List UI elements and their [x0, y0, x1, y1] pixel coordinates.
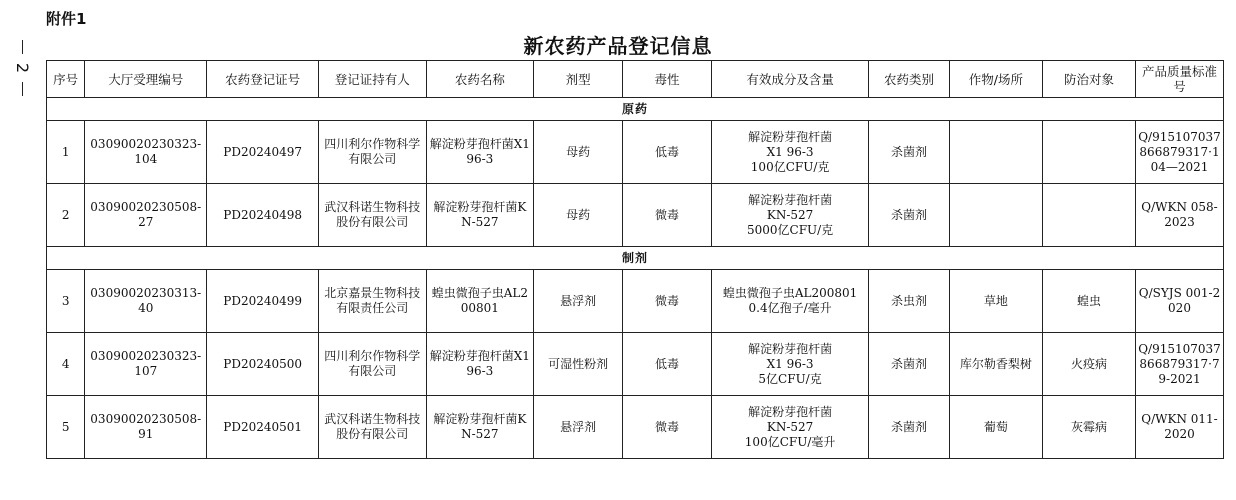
cell-ingredient: [711, 121, 868, 184]
cell-standard: Q/WKN 011-2020: [1136, 396, 1224, 459]
attachment-label: 附件1: [46, 10, 87, 28]
cell-hall-no: 03090020230313-40: [85, 270, 207, 333]
cell-hall-no: 03090020230323-107: [85, 333, 207, 396]
cell-name: 解淀粉芽孢杆菌X1 96-3: [426, 121, 534, 184]
header-cell: 有效成分及含量: [711, 61, 868, 98]
cell-no: 4: [47, 333, 85, 396]
cell-category: 杀菌剂: [869, 333, 950, 396]
table-body: [47, 98, 1224, 459]
table-row: [47, 184, 1224, 247]
cell-target: 灰霉病: [1042, 396, 1135, 459]
table-header-row: [47, 61, 1224, 98]
cell-no: 5: [47, 396, 85, 459]
ingredient-line: 5亿CFU/克: [758, 371, 822, 386]
cell-holder: 武汉科诺生物科技股份有限公司: [318, 184, 426, 247]
cell-no: 3: [47, 270, 85, 333]
header-cell: 产品质量标准号: [1136, 61, 1224, 98]
cell-name: 解淀粉芽孢杆菌KN-527: [426, 396, 534, 459]
cell-ingredient: [711, 270, 868, 333]
cell-form: 悬浮剂: [534, 270, 623, 333]
section-row: [47, 247, 1224, 270]
ingredient-line: 100亿CFU/毫升: [744, 434, 836, 449]
table-row: [47, 333, 1224, 396]
registration-table: [46, 60, 1224, 459]
cell-crop: 葡萄: [949, 396, 1042, 459]
cell-holder: 武汉科诺生物科技股份有限公司: [318, 396, 426, 459]
cell-standard: Q/SYJS 001-2020: [1136, 270, 1224, 333]
table-row: [47, 270, 1224, 333]
cell-form: 母药: [534, 184, 623, 247]
cell-hall-no: 03090020230323-104: [85, 121, 207, 184]
page-number-dash-bottom: [22, 82, 23, 96]
ingredient-line: 0.4亿孢子/毫升: [748, 301, 832, 315]
cell-target: 火疫病: [1042, 333, 1135, 396]
cell-toxicity: 微毒: [623, 184, 712, 247]
cell-target: [1042, 121, 1135, 184]
section-label: 制剂: [47, 247, 1224, 270]
cell-crop: [949, 184, 1042, 247]
header-cell: 农药登记证号: [207, 61, 319, 98]
cell-cert-no: PD20240500: [207, 333, 319, 396]
cell-hall-no: 03090020230508-91: [85, 396, 207, 459]
cell-cert-no: PD20240501: [207, 396, 319, 459]
ingredient-line: KN-527: [766, 207, 814, 222]
cell-cert-no: PD20240497: [207, 121, 319, 184]
cell-toxicity: 微毒: [623, 396, 712, 459]
cell-name: 蝗虫微孢子虫AL200801: [426, 270, 534, 333]
cell-standard: Q/915107037866879317·79-2021: [1136, 333, 1224, 396]
ingredient-line: 解淀粉芽孢杆菌: [748, 129, 833, 144]
cell-crop: 库尔勒香梨树: [949, 333, 1042, 396]
cell-category: 杀菌剂: [869, 121, 950, 184]
header-cell: 序号: [47, 61, 85, 98]
cell-toxicity: 低毒: [623, 121, 712, 184]
table-row: [47, 121, 1224, 184]
header-cell: 作物/场所: [949, 61, 1042, 98]
cell-holder: 北京嘉景生物科技有限责任公司: [318, 270, 426, 333]
cell-holder: 四川利尔作物科学有限公司: [318, 333, 426, 396]
cell-ingredient: [711, 396, 868, 459]
cell-toxicity: 低毒: [623, 333, 712, 396]
section-label: 原药: [47, 98, 1224, 121]
cell-hall-no: 03090020230508-27: [85, 184, 207, 247]
cell-no: 2: [47, 184, 85, 247]
ingredient-line: 解淀粉芽孢杆菌: [748, 341, 833, 356]
cell-standard: Q/WKN 058-2023: [1136, 184, 1224, 247]
ingredient-line: 解淀粉芽孢杆菌: [748, 192, 833, 207]
ingredient-line: 100亿CFU/克: [750, 159, 830, 174]
header-cell: 剂型: [534, 61, 623, 98]
header-cell: 毒性: [623, 61, 712, 98]
ingredient-line: X1 96-3: [766, 356, 814, 371]
ingredient-line: 蝗虫微孢子虫AL200801: [722, 286, 858, 300]
cell-name: 解淀粉芽孢杆菌KN-527: [426, 184, 534, 247]
cell-cert-no: PD20240498: [207, 184, 319, 247]
header-cell: 大厅受理编号: [85, 61, 207, 98]
cell-ingredient: [711, 184, 868, 247]
ingredient-line: 5000亿CFU/克: [746, 222, 834, 237]
header-cell: 登记证持有人: [318, 61, 426, 98]
cell-standard: Q/915107037866879317·104—2021: [1136, 121, 1224, 184]
cell-form: 悬浮剂: [534, 396, 623, 459]
page-number-value: 2: [13, 62, 32, 74]
cell-holder: 四川利尔作物科学有限公司: [318, 121, 426, 184]
cell-no: 1: [47, 121, 85, 184]
cell-form: 可湿性粉剂: [534, 333, 623, 396]
cell-crop: 草地: [949, 270, 1042, 333]
header-cell: 防治对象: [1042, 61, 1135, 98]
cell-target: [1042, 184, 1135, 247]
cell-cert-no: PD20240499: [207, 270, 319, 333]
table-row: [47, 396, 1224, 459]
cell-form: 母药: [534, 121, 623, 184]
cell-category: 杀虫剂: [869, 270, 950, 333]
header-cell: 农药名称: [426, 61, 534, 98]
ingredient-line: X1 96-3: [766, 144, 814, 159]
cell-target: 蝗虫: [1042, 270, 1135, 333]
cell-toxicity: 微毒: [623, 270, 712, 333]
ingredient-line: KN-527: [766, 419, 814, 434]
cell-name: 解淀粉芽孢杆菌X1 96-3: [426, 333, 534, 396]
cell-category: 杀菌剂: [869, 396, 950, 459]
cell-crop: [949, 121, 1042, 184]
ingredient-line: 解淀粉芽孢杆菌: [748, 404, 833, 419]
cell-category: 杀菌剂: [869, 184, 950, 247]
section-row: [47, 98, 1224, 121]
cell-ingredient: [711, 333, 868, 396]
header-cell: 农药类别: [869, 61, 950, 98]
document-title: 新农药产品登记信息: [523, 34, 713, 58]
